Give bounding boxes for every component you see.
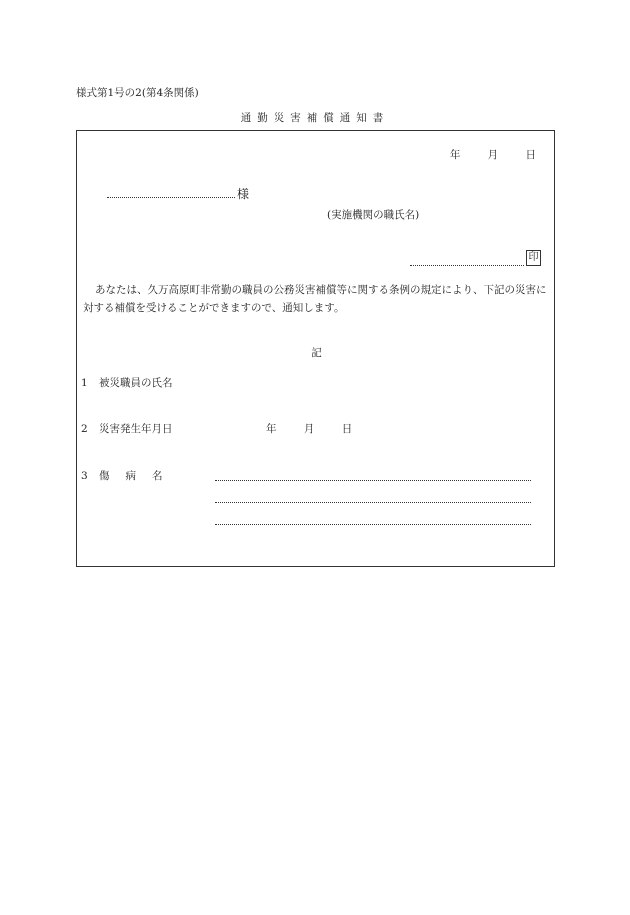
item-number: 2 [81, 423, 88, 435]
month-label: 月 [487, 149, 499, 161]
item-number: 3 [81, 470, 88, 482]
issuer-label: (実施機関の職氏名) [327, 209, 420, 221]
form-frame [76, 130, 555, 567]
form-number: 様式第1号の2(第4条関係) [76, 87, 199, 99]
seal-mark: 印 [526, 250, 541, 266]
item-label: 災害発生年月日 [99, 423, 173, 435]
notice-body: あなたは、久万高原町非常勤の職員の公務災害補償等に関する条例の規定により、下記の災害に対する補償を受けることができますので、通知します。 [83, 284, 547, 314]
item-victim-name [81, 375, 173, 390]
item-injury-name [81, 468, 199, 483]
injury-line-1 [215, 478, 531, 481]
document-title: 通勤災害補償通知書 [240, 112, 390, 124]
injury-line-3 [215, 522, 531, 525]
item-label: 傷病名 [99, 470, 179, 482]
injury-line-2 [215, 500, 531, 503]
item-incident-date [81, 421, 173, 436]
month-label: 月 [303, 423, 315, 435]
day-label: 日 [525, 149, 536, 161]
issuer-name-line [410, 263, 524, 266]
issue-date [426, 147, 536, 162]
year-label: 年 [266, 423, 277, 435]
ki-heading: 記 [311, 347, 322, 359]
item-label: 被災職員の氏名 [99, 377, 173, 389]
addressee-honorific: 様 [237, 187, 250, 201]
item-number: 1 [81, 377, 88, 389]
addressee-name-line [107, 195, 235, 198]
incident-date-fields [266, 421, 376, 436]
year-label: 年 [449, 149, 461, 161]
day-label: 日 [341, 423, 353, 435]
